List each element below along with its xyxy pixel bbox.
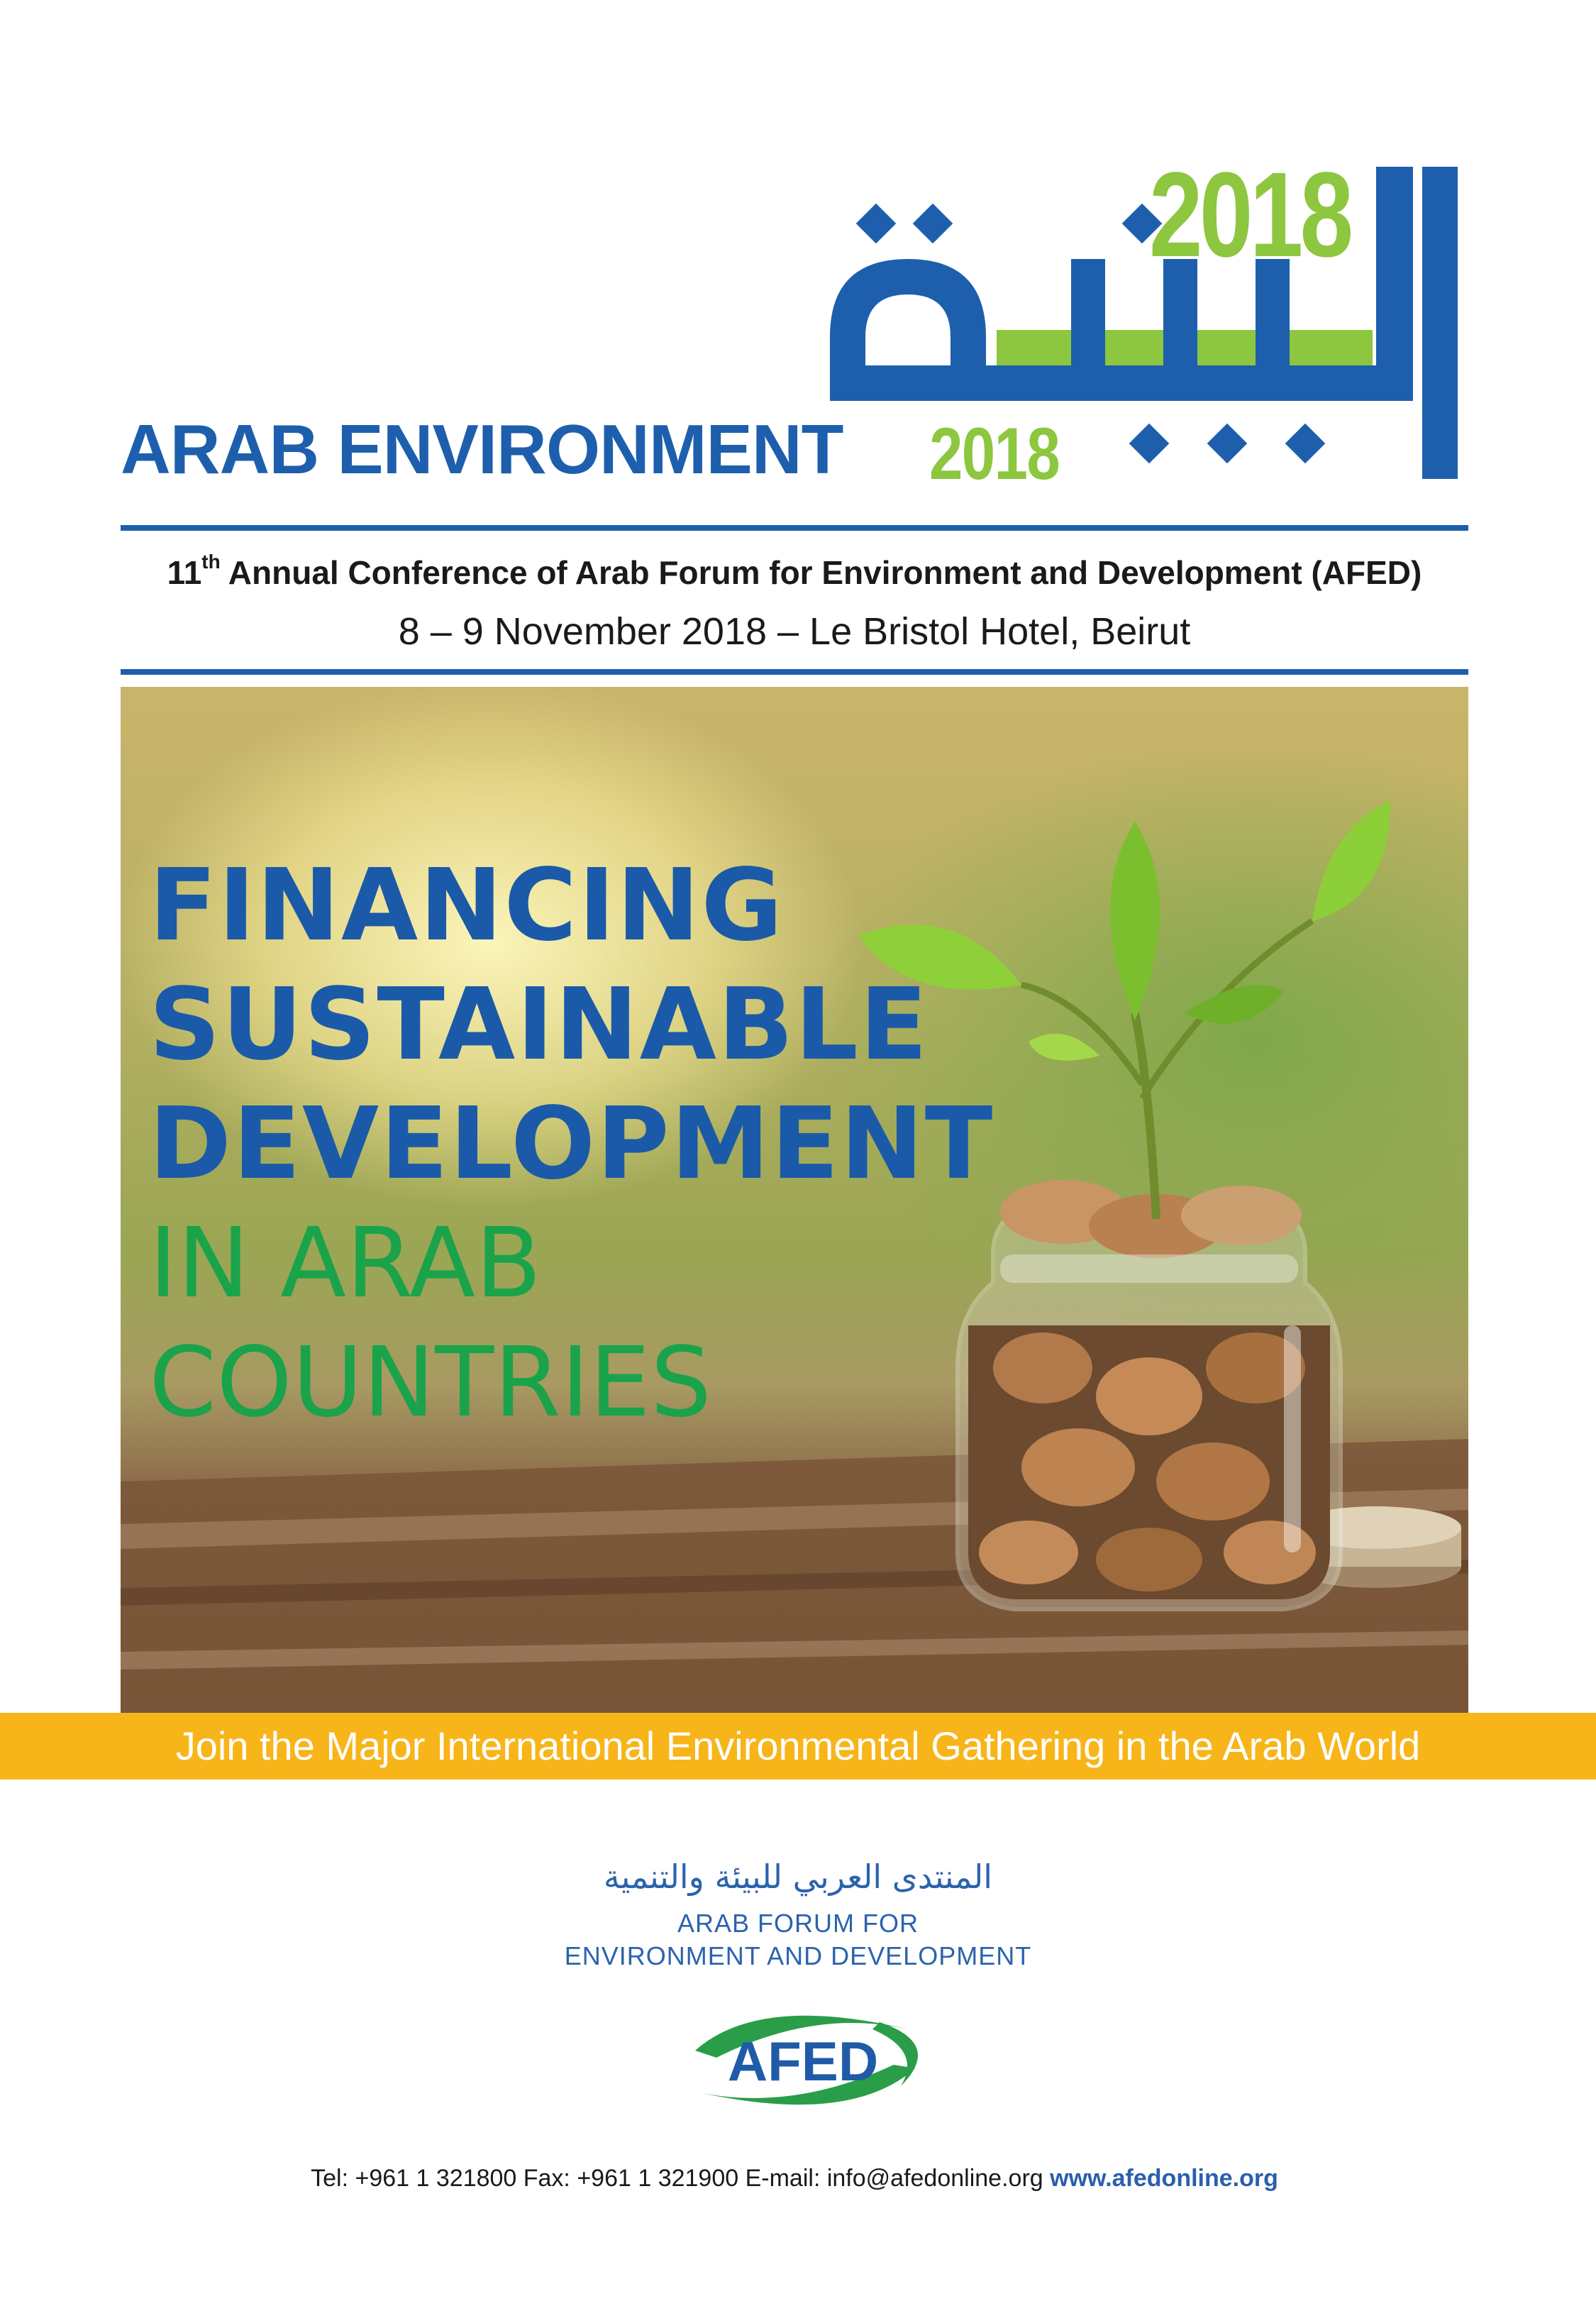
arab-environment-title: ARAB ENVIRONMENT <box>121 410 843 488</box>
year-small: 2018 <box>929 413 1060 495</box>
conference-title-rest: Annual Conference of Arab Forum for Environment and Development (AFED) <box>220 554 1422 591</box>
conference-title <box>121 548 1468 597</box>
tagline-text: Join the Major International Environmental Gathering in the Arab World <box>175 1723 1421 1768</box>
dot-1 <box>856 204 897 244</box>
dot-2 <box>913 204 953 244</box>
headline-line-4: IN ARAB <box>149 1208 542 1320</box>
header-divider-bottom <box>121 669 1468 675</box>
date-venue: 8 – 9 November 2018 – Le Bristol Hotel, Beirut <box>398 610 1191 653</box>
conference-ordinal-suffix: th <box>201 551 221 573</box>
dot-6 <box>1285 424 1326 464</box>
contact-footer <box>121 2157 1468 2200</box>
glass-jar <box>958 1180 1341 1609</box>
org-english-name-line1: ARAB FORUM FOR <box>677 1909 919 1938</box>
year-large: 2018 <box>1149 148 1351 282</box>
org-english-name-line2: ENVIRONMENT AND DEVELOPMENT <box>564 1941 1032 1970</box>
headline-line-2: SUSTAINABLE <box>149 967 929 1083</box>
tagline-banner <box>0 1713 1596 1780</box>
org-arabic-name: المنتدى العربي للبيئة والتنمية <box>603 1858 993 1896</box>
taa-marbuta-bar <box>830 365 993 401</box>
tooth-3 <box>1071 259 1105 401</box>
headline-line-1: FINANCING <box>149 848 785 964</box>
header-divider-top <box>121 525 1468 531</box>
conference-ordinal: 11 <box>167 554 202 591</box>
dot-5 <box>1207 424 1248 464</box>
contact-details: Tel: +961 1 321800 Fax: +961 1 321900 E-mail: info@afedonline.org <box>311 2165 1051 2192</box>
alif-stroke <box>1422 167 1458 479</box>
headline-line-5: COUNTRIES <box>149 1327 712 1439</box>
dot-4 <box>1129 424 1170 464</box>
arabic-logo-lettering <box>830 167 1458 479</box>
afed-logo <box>674 2001 933 2122</box>
headline-line-3: DEVELOPMENT <box>149 1086 994 1202</box>
hero-image <box>121 687 1468 1713</box>
website-link[interactable]: www.afedonline.org <box>1050 2165 1278 2192</box>
logo-text: AFED <box>727 2030 879 2092</box>
